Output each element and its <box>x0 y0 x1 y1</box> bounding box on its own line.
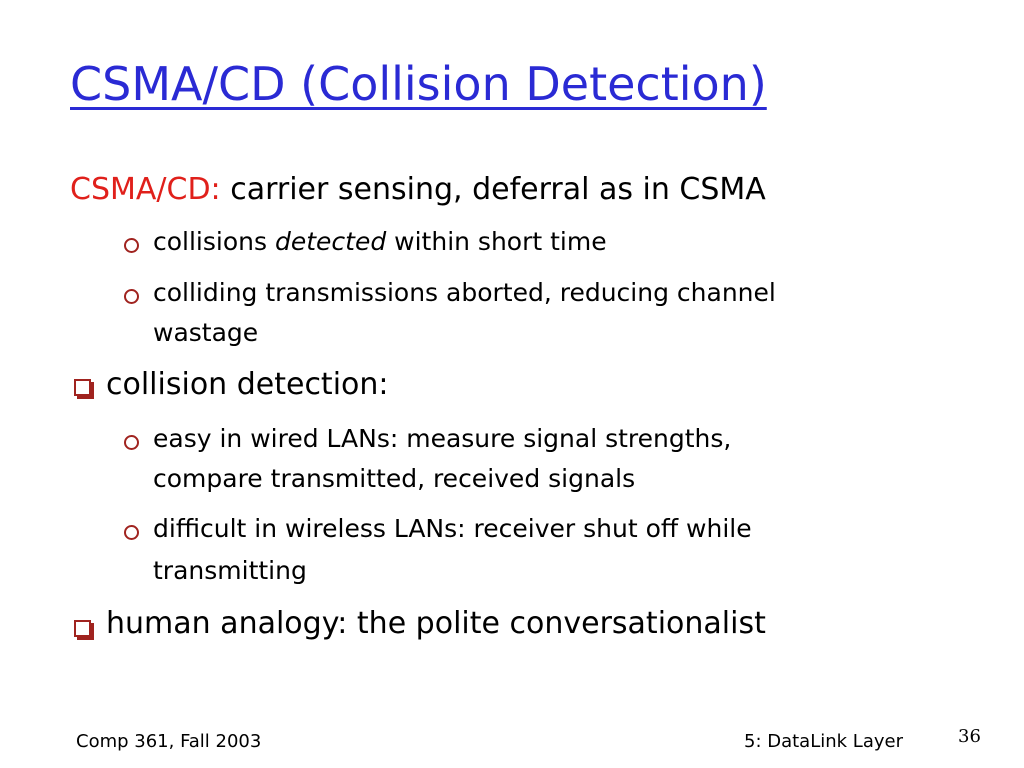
footer-chapter: 5: DataLink Layer <box>744 731 903 752</box>
intro-line <box>70 172 766 208</box>
circle-bullet-icon <box>124 525 139 540</box>
emphasis-detected: detected <box>274 227 387 256</box>
bullet-human-analogy: human analogy: the polite conversationalist <box>106 606 766 641</box>
sub-bullet-colliding-line2: wastage <box>153 318 259 347</box>
sub-bullet-wireless-line2: transmitting <box>153 556 307 585</box>
sub-bullet-text: within short time <box>386 227 607 256</box>
page-number: 36 <box>958 726 981 747</box>
sub-bullet-colliding-line1: colliding transmissions aborted, reducing channel <box>153 278 776 307</box>
circle-bullet-icon <box>124 289 139 304</box>
square-bullet-icon <box>74 379 91 396</box>
intro-text: carrier sensing, deferral as in CSMA <box>220 172 766 207</box>
circle-bullet-icon <box>124 238 139 253</box>
sub-bullet-wired-line1: easy in wired LANs: measure signal strengths, <box>153 424 732 453</box>
square-bullet-icon <box>74 620 91 637</box>
intro-lead: CSMA/CD: <box>70 172 221 207</box>
bullet-collision-detection: collision detection: <box>106 367 389 402</box>
slide-title: CSMA/CD (Collision Detection) <box>70 57 767 111</box>
circle-bullet-icon <box>124 435 139 450</box>
sub-bullet-text: collisions <box>153 227 275 256</box>
sub-bullet-wired-line2: compare transmitted, received signals <box>153 464 636 493</box>
footer-course: Comp 361, Fall 2003 <box>76 731 262 752</box>
sub-bullet-collisions <box>153 223 607 261</box>
sub-bullet-wireless-line1: difficult in wireless LANs: receiver shut off while <box>153 514 752 543</box>
